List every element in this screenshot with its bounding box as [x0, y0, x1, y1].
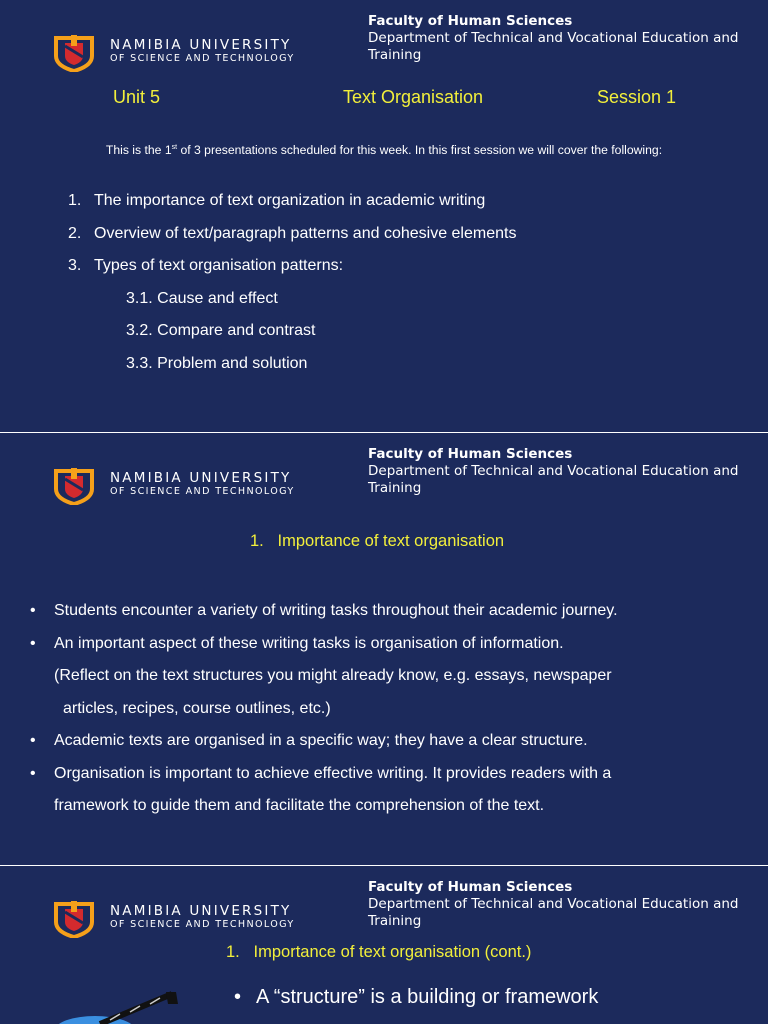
bullet-item	[234, 986, 598, 1009]
title-text: Importance of text organisation (cont.)	[253, 943, 532, 961]
bullet-item	[30, 758, 742, 791]
topic-label: Text Organisation	[343, 87, 484, 107]
intro-superscript: st	[171, 143, 178, 151]
list-item	[68, 192, 516, 225]
item-number: 1.	[68, 192, 82, 209]
title-number: 1.	[226, 943, 240, 961]
university-logo	[52, 465, 322, 505]
bullet-item	[30, 725, 742, 758]
reflection-note-continued: articles, recipes, course outlines, etc.)	[63, 699, 331, 717]
slide-2	[0, 433, 768, 865]
title-text: Importance of text organisation	[277, 532, 505, 550]
bullet-icon: •	[30, 764, 36, 782]
shield-icon	[52, 898, 96, 938]
intro-part-1: This is the 1	[105, 143, 172, 157]
slide-1	[0, 0, 768, 432]
faculty-name: Faculty of Human Sciences	[368, 879, 573, 895]
shield-icon	[52, 465, 96, 505]
faculty-block	[368, 446, 768, 497]
bullet-text: Academic texts are organised in a specific way; they have a clear structure.	[54, 732, 588, 749]
bullet-icon: •	[30, 732, 36, 749]
department-name: Department of Technical and Vocational Education and Training	[368, 896, 739, 929]
university-logo	[52, 898, 322, 938]
unit-label: Unit 5	[113, 87, 161, 107]
slide-3	[0, 866, 768, 1024]
faculty-name: Faculty of Human Sciences	[368, 446, 573, 462]
topics-list	[68, 192, 516, 387]
bullet-icon: •	[234, 986, 242, 1008]
bullet-list	[30, 595, 742, 823]
faculty-name: Faculty of Human Sciences	[368, 13, 573, 29]
bullet-icon: •	[30, 602, 36, 619]
item-text: The importance of text organization in academic writing	[94, 192, 486, 209]
reflection-note: (Reflect on the text structures you might already know, e.g. essays, newspaper	[54, 667, 612, 684]
bullet-item	[30, 628, 742, 661]
bullet-text: A “structure” is a building or framework	[256, 986, 599, 1008]
sub-list-item: 3.1. Cause and effect	[126, 289, 278, 307]
bullet-text: Students encounter a variety of writing tasks throughout their academic journey.	[54, 602, 618, 619]
faculty-block	[368, 13, 768, 64]
bullet-text: An important aspect of these writing tasks is organisation of information.	[54, 634, 564, 652]
item-text: Types of text organisation patterns:	[94, 257, 344, 274]
university-subtitle: OF SCIENCE AND TECHNOLOGY	[110, 53, 295, 64]
bullet-text: Organisation is important to achieve effective writing. It provides readers with a	[54, 764, 612, 782]
slide-title	[250, 532, 504, 551]
sub-list-item: 3.2. Compare and contrast	[126, 322, 316, 339]
university-logo	[52, 32, 322, 72]
bullet-icon: •	[30, 634, 36, 652]
faculty-block	[368, 879, 768, 930]
intro-part-2: of 3 presentations scheduled for this week. In this first session we will cover the following:	[177, 143, 663, 157]
shield-icon	[52, 32, 96, 72]
bullet-item	[30, 595, 742, 628]
university-subtitle: OF SCIENCE AND TECHNOLOGY	[110, 919, 295, 930]
university-name: NAMIBIA UNIVERSITY	[110, 470, 292, 486]
item-text: Overview of text/paragraph patterns and cohesive elements	[94, 224, 517, 242]
university-subtitle: OF SCIENCE AND TECHNOLOGY	[110, 486, 295, 497]
list-item	[68, 225, 516, 258]
item-number: 2.	[68, 224, 82, 242]
department-name: Department of Technical and Vocational Education and Training	[368, 463, 739, 496]
department-name: Department of Technical and Vocational Education and Training	[368, 30, 739, 63]
session-label: Session 1	[597, 87, 677, 107]
list-item	[68, 257, 516, 290]
university-name: NAMIBIA UNIVERSITY	[110, 903, 292, 919]
slide-title	[226, 943, 531, 962]
intro-text	[0, 143, 768, 157]
bullet-text-continued: framework to guide them and facilitate the comprehension of the text.	[54, 797, 545, 814]
title-number: 1.	[250, 532, 264, 550]
crane-illustration-icon	[40, 990, 190, 1024]
sub-list-item: 3.3. Problem and solution	[126, 354, 308, 372]
university-name: NAMIBIA UNIVERSITY	[110, 37, 292, 53]
item-number: 3.	[68, 257, 82, 274]
